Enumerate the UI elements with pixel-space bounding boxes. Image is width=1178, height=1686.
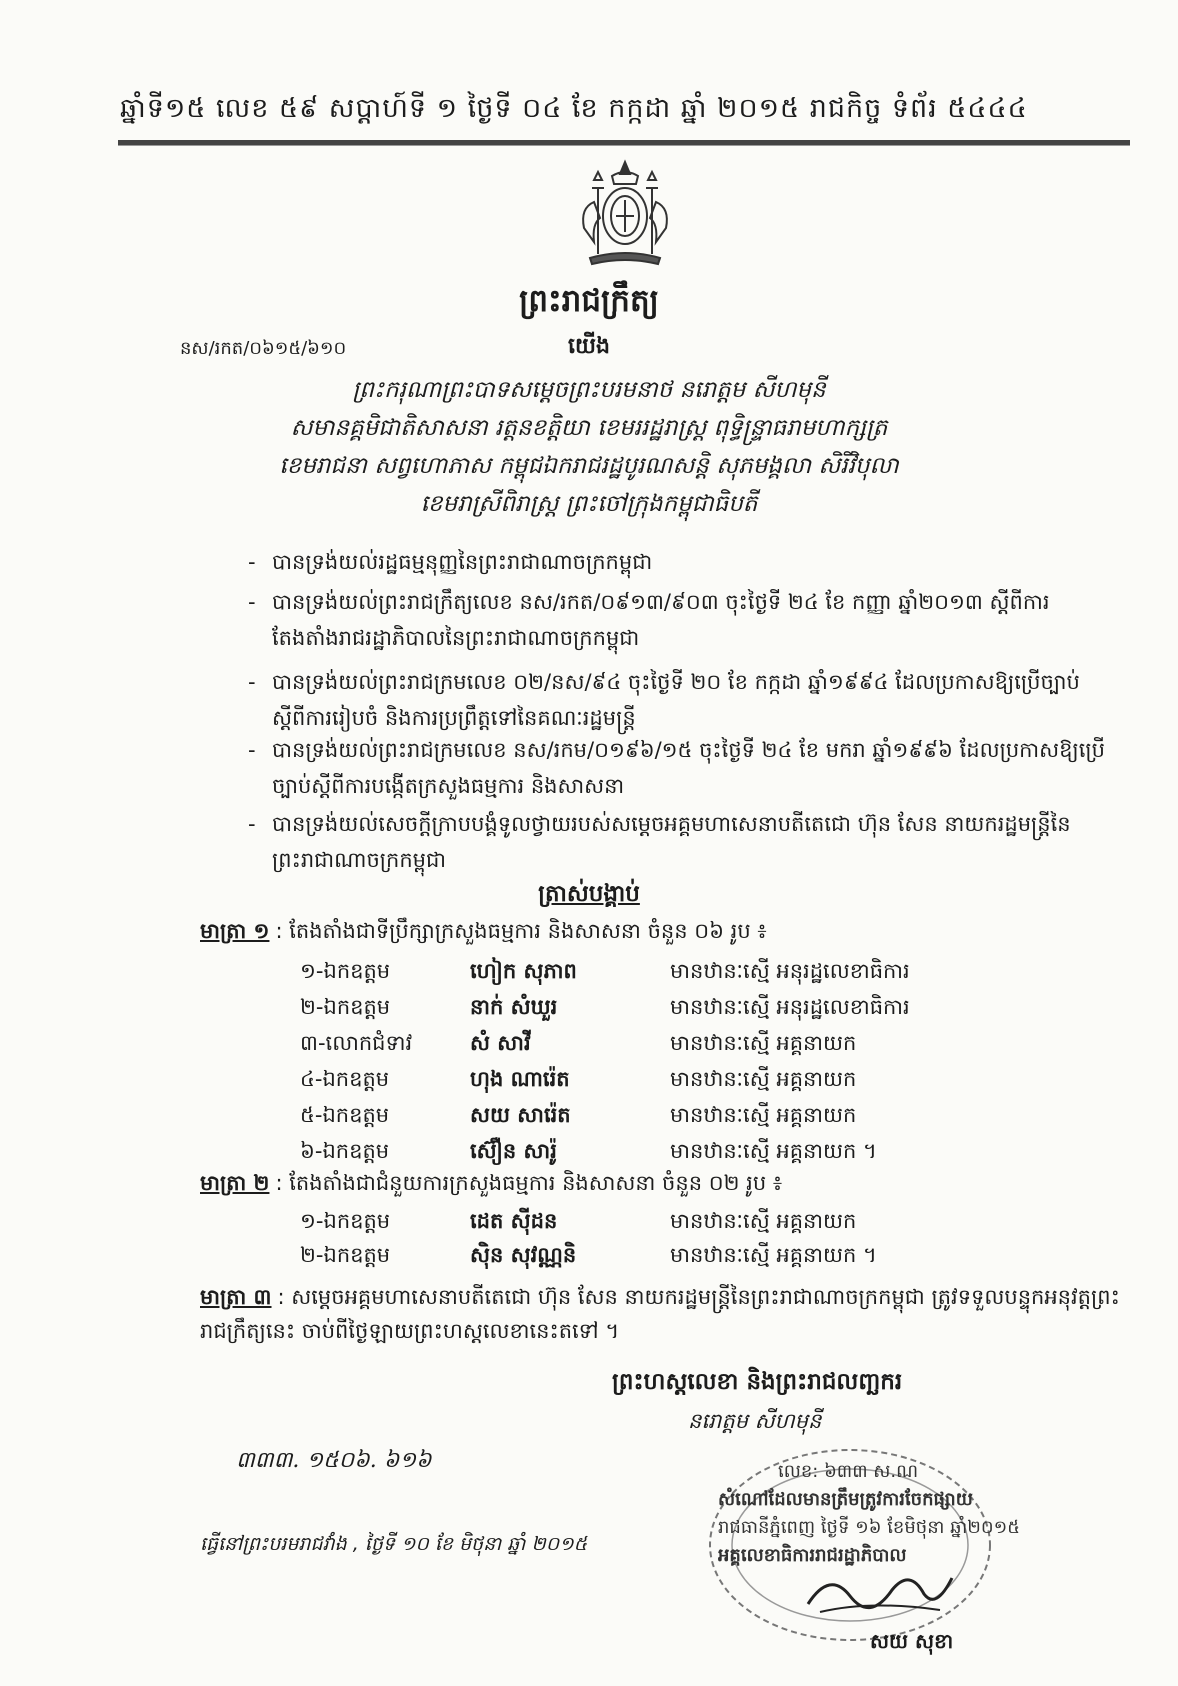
recital-text: បានទ្រង់យល់ព្រះរាជក្រមលេខ ០២/នស/៩៤ ចុះថ្ងៃទី ២០ ខែ កក្កដា ឆ្នាំ១៩៩៤ ដែលប្រកាសឱ្យប្រើច្បាប់ស្តីពីការរៀបចំ និងការប្រព្រឹត្តទៅនៃគណៈរដ្ឋមន្ត្រី [272, 670, 1080, 730]
row-title: ឯកឧត្តម [323, 1209, 391, 1233]
row-number: ៦- [300, 1139, 323, 1163]
recital-2: - បានទ្រង់យល់ព្រះរាជក្រឹត្យលេខ នស/រកត/០៩១៣/៩០៣ ចុះថ្ងៃទី ២៤ ខែ កញ្ញា ឆ្នាំ២០១៣ ស្តីពីការតែងតាំងរាជរដ្ឋាភិបាលនៃព្រះរាជាណាចក្រកម្ពុជា [248, 590, 1050, 650]
article-text: : តែងតាំងជាទីប្រឹក្សាក្រសួងធម្មការ និងសាសនា ចំនួន ០៦ រូប ៖ [275, 919, 767, 943]
row-name: សយ សារ៉េត [470, 1102, 571, 1127]
row-name: ស៊ិន សុវណ្ណនិ [470, 1242, 577, 1267]
row-title: ឯកឧត្តម [322, 1067, 390, 1091]
decree-heading: ត្រាស់បង្គាប់ [538, 881, 640, 907]
row-number: ១- [300, 959, 324, 983]
row-name: ដេត ស៊ីដន [470, 1208, 558, 1233]
row-number: ៤- [300, 1067, 323, 1091]
signature-title: ព្រះហស្តលេខា និងព្រះរាជលញ្ឆករ [612, 1369, 903, 1395]
article-1 [200, 918, 767, 949]
row-title: ឯកឧត្តម [323, 995, 391, 1019]
article-label: មាត្រា ៣ [200, 1285, 272, 1309]
row-rank: មានឋានៈស្មើ អគ្គនាយក [670, 1103, 857, 1127]
stamp-number: លេខ: ៦៣៣ ស.ណ [778, 1461, 919, 1482]
row-rank: មានឋានៈស្មើ អនុរដ្ឋលេខាធិការ [670, 995, 910, 1019]
article-text: : តែងតាំងជាជំនួយការក្រសួងធម្មការ និងសាសនា ចំនួន ០២ រូប ៖ [275, 1171, 783, 1195]
handwritten-signature-icon [800, 1560, 960, 1620]
row-name: នាក់ សំឃួរ [470, 994, 558, 1019]
row-number: ៥- [300, 1103, 323, 1127]
recital-text: បានទ្រង់យល់ព្រះរាជក្រមលេខ នស/រកម/០១៩៦/១៥ ចុះថ្ងៃទី ២៤ ខែ មករា ឆ្នាំ១៩៩៦ ដែលប្រកាសឱ្យប្រើច្បាប់ស្តីពីការបង្កើតក្រសួងធម្មការ និងសាសនា [272, 738, 1105, 798]
recital-text: បានទ្រង់យល់សេចក្តីក្រាបបង្គំទូលថ្វាយរបស់សម្តេចអគ្គមហាសេនាបតីតេជោ ហ៊ុន សែន នាយករដ្ឋមន្ត្រីនៃព្រះរាជាណាចក្រកម្ពុជា [272, 812, 1071, 872]
article-text: : សម្តេចអគ្គមហាសេនាបតីតេជោ ហ៊ុន សែន នាយករដ្ឋមន្ត្រីនៃព្រះរាជាណាចក្រកម្ពុជា ត្រូវទទួលបន្ទុកអនុវត្តព្រះរាជក្រឹត្យនេះ ចាប់ពីថ្ងៃឡាយព្រះហស្តលេខានេះតទៅ ។ [200, 1285, 1120, 1343]
row-title: ឯកឧត្តម [323, 1243, 391, 1267]
row-rank: មានឋានៈស្មើ អគ្គនាយក [670, 1209, 857, 1233]
recital-text: បានទ្រង់យល់រដ្ឋធម្មនុញ្ញនៃព្រះរាជាណាចក្រកម្ពុជា [272, 550, 653, 574]
row-number: ៣- [300, 1031, 326, 1055]
opening-word: យើង [568, 334, 610, 359]
row-number: ២- [300, 1243, 324, 1267]
gazette-header: ឆ្នាំទី១៥ លេខ ៥៩ សប្តាហ៍ទី ១ ថ្ងៃទី ០៤ ខែ កក្កដា ឆ្នាំ ២០១៥ រាជកិច្ច ទំព័រ ៥៤៤៤ [120, 93, 1028, 124]
row-number: ១- [300, 1209, 324, 1233]
row-rank: មានឋានៈស្មើ អគ្គនាយក ។ [670, 1139, 877, 1163]
stamp-certification: សំណៅដែលមានត្រឹមត្រូវការចែកផ្សាយ [718, 1489, 973, 1510]
article-label: មាត្រា ១ [200, 919, 270, 943]
distribution-stamp [718, 1458, 1020, 1570]
row-rank: មានឋានៈស្មើ អគ្គនាយក [670, 1031, 857, 1055]
row-title: លោកជំទាវ [325, 1031, 413, 1055]
article-label: មាត្រា ២ [200, 1171, 270, 1195]
article-2 [200, 1170, 782, 1201]
recital-4: - បានទ្រង់យល់ព្រះរាជក្រមលេខ នស/រកម/០១៩៦/១៥ ចុះថ្ងៃទី ២៤ ខែ មករា ឆ្នាំ១៩៩៦ ដែលប្រកាសឱ្យប្រើច្បាប់ស្តីពីការបង្កើតក្រសួងធម្មការ និងសាសនា [248, 738, 1105, 798]
king-title-line-4: ខេមរាស្រីពិរាស្ត្រ ព្រះចៅក្រុងកម្ពុជាធិបតី [420, 491, 758, 517]
royal-coat-of-arms-icon [570, 158, 680, 268]
row-rank: មានឋានៈស្មើ អគ្គនាយក ។ [670, 1243, 877, 1267]
row-title: ឯកឧត្តម [323, 959, 391, 983]
king-title-line-3: ខេមរាជនា សព្វហោភាស កម្ពុជឯករាជរដ្ឋបូរណសន្តិ សុភមង្គលា សិរីវិបុលា [279, 453, 899, 479]
stamp-date: រាជធានីភ្នំពេញ ថ្ងៃទី ១៦ ខែមិថុនា ឆ្នាំ២០១៥ [718, 1517, 1020, 1538]
row-rank: មានឋានៈស្មើ អនុរដ្ឋលេខាធិការ [670, 959, 910, 983]
row-title: ឯកឧត្តម [322, 1103, 390, 1127]
row-name: ហុង ណារ៉េត [470, 1066, 570, 1091]
document-title: ព្រះរាជក្រឹត្យ [519, 283, 659, 319]
stamp-authority: អគ្គលេខាធិការរាជរដ្ឋាភិបាល [718, 1545, 907, 1566]
row-rank: មានឋានៈស្មើ អគ្គនាយក [670, 1067, 857, 1091]
recital-5: - បានទ្រង់យល់សេចក្តីក្រាបបង្គំទូលថ្វាយរបស់សម្តេចអគ្គមហាសេនាបតីតេជោ ហ៊ុន សែន នាយករដ្ឋមន្ត្រីនៃព្រះរាជាណាចក្រកម្ពុជា [248, 812, 1071, 872]
handwritten-date: ៣៣៣. ១៥០៦. ៦១៦ [236, 1448, 432, 1473]
king-title-line-2: សមានគ្គមិជាតិសាសនា រត្តនខត្តិយា ខេមររដ្ឋរាស្ត្រ ពុទ្ធិន្ទ្រាធរាមហាក្សត្រ [290, 415, 888, 441]
recital-text: បានទ្រង់យល់ព្រះរាជក្រឹត្យលេខ នស/រកត/០៩១៣/៩០៣ ចុះថ្ងៃទី ២៤ ខែ កញ្ញា ឆ្នាំ២០១៣ ស្តីពីការតែងតាំងរាជរដ្ឋាភិបាលនៃព្រះរាជាណាចក្រកម្ពុជា [272, 590, 1050, 650]
reference-number: នស/រកត/០៦១៥/៦១០ [180, 338, 347, 359]
row-name: ហៀក សុភាព [470, 958, 577, 983]
king-title-line-1: ព្រះករុណាព្រះបាទសម្តេចព្រះបរមនាថ នរោត្តម សីហមុនី [352, 377, 826, 403]
recital-3: - បានទ្រង់យល់ព្រះរាជក្រមលេខ ០២/នស/៩៤ ចុះថ្ងៃទី ២០ ខែ កក្កដា ឆ្នាំ១៩៩៤ ដែលប្រកាសឱ្យប្រើច្បាប់ស្តីពីការរៀបចំ និងការប្រព្រឹត្តទៅនៃគណៈរដ្ឋមន្ត្រី [248, 670, 1080, 730]
row-number: ២- [300, 995, 324, 1019]
row-title: ឯកឧត្តម [322, 1139, 390, 1163]
article-3 [200, 1280, 1120, 1348]
row-name: ស៊ឿន សារ៉ូ [470, 1138, 557, 1163]
row-name: សំ សាវី [470, 1030, 531, 1055]
secretary-name: សយ សុខា [870, 1629, 954, 1653]
header-rule [118, 140, 1130, 146]
signatory-name: នរោត្តម សីហមុនី [688, 1409, 822, 1433]
recital-1: - បានទ្រង់យល់រដ្ឋធម្មនុញ្ញនៃព្រះរាជាណាចក្រកម្ពុជា [248, 550, 653, 574]
place-and-date: ធ្វើនៅព្រះបរមរាជវាំង , ថ្ងៃទី ១០ ខែ មិថុនា ឆ្នាំ ២០១៥ [200, 1533, 588, 1555]
